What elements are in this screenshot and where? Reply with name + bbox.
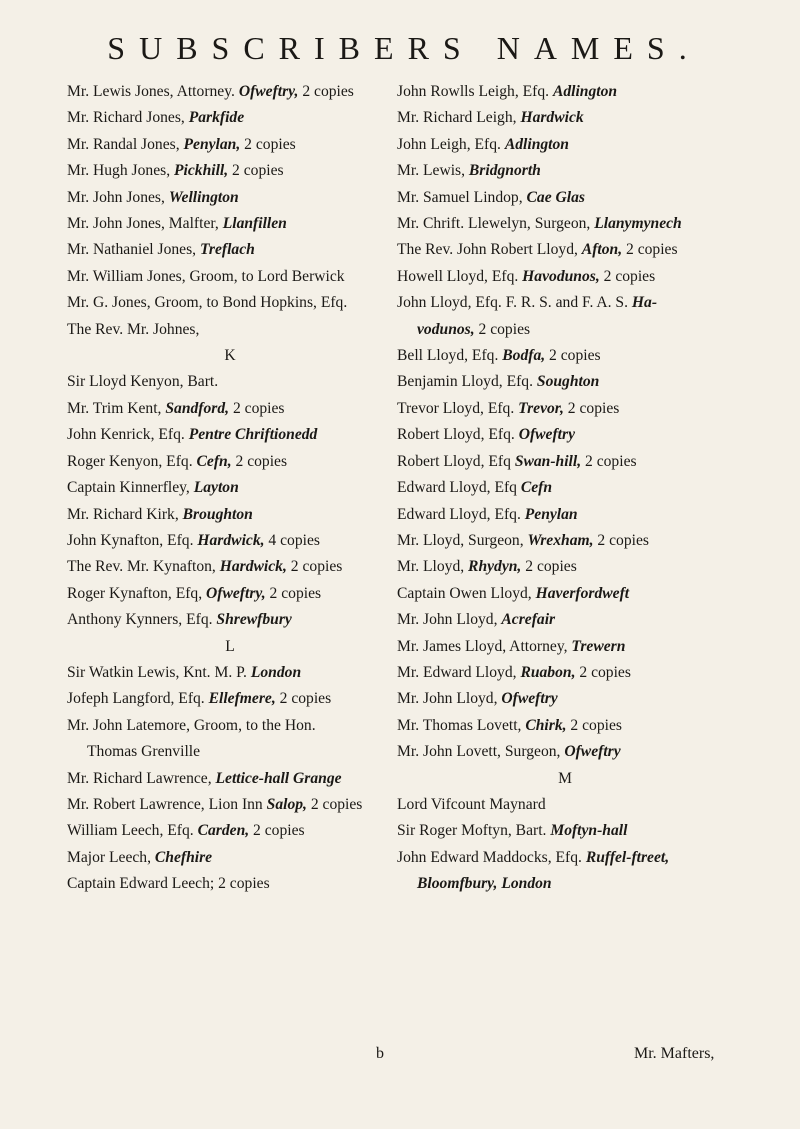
subscriber-name: Mr. Robert Lawrence, Lion Inn: [67, 795, 267, 813]
subscriber-entry: [397, 634, 733, 660]
subscriber-place: vodunos,: [417, 320, 475, 338]
subscriber-place: Rhydyn,: [468, 558, 522, 576]
subscriber-name: Roger Kynafton, Efq,: [67, 584, 207, 602]
subscriber-name: William Leech, Efq.: [67, 822, 198, 840]
subscriber-copies: 2 copies: [240, 135, 296, 153]
subscriber-place: Bridgnorth: [468, 162, 541, 180]
subscriber-name: L: [225, 637, 235, 655]
subscriber-entry: [67, 105, 393, 131]
subscriber-entry: [397, 581, 733, 607]
subscriber-entry: [67, 396, 393, 422]
subscriber-name: Bell Lloyd, Efq.: [397, 347, 503, 365]
subscriber-entry: [67, 158, 393, 184]
subscriber-place: Havodunos,: [522, 267, 600, 285]
subscriber-place: Haverfordweft: [535, 584, 630, 602]
left-column: [67, 79, 393, 898]
subscriber-name: Mr. Samuel Lindop,: [397, 188, 527, 206]
subscriber-name: The Rev. Mr. Kynafton,: [67, 558, 220, 576]
subscriber-place: Carden,: [197, 822, 250, 840]
subscriber-name: Mr. John Lovett, Surgeon,: [397, 743, 565, 761]
subscriber-entry: [397, 713, 733, 739]
subscriber-entry: [397, 132, 733, 158]
subscriber-entry: [397, 845, 733, 871]
subscriber-name: Captain Owen Lloyd,: [397, 584, 536, 602]
subscriber-name: Mr. Nathaniel Jones,: [67, 241, 200, 259]
subscriber-entry: [67, 686, 393, 712]
subscriber-place: Trewern: [571, 637, 626, 655]
subscriber-entry: [67, 449, 393, 475]
subscriber-entry: [67, 264, 393, 290]
subscriber-place: Wrexham,: [527, 531, 594, 549]
subscriber-name: Howell Lloyd, Efq.: [397, 267, 523, 285]
subscriber-place: Ofweftry,: [206, 584, 266, 602]
subscriber-name: Sir Watkin Lewis, Knt. M. P.: [67, 663, 251, 681]
subscriber-name: The Rev. Mr. Johnes,: [67, 320, 200, 338]
subscriber-name: Sir Lloyd Kenyon, Bart.: [67, 373, 219, 391]
subscriber-name: John Rowlls Leigh, Efq.: [397, 83, 553, 100]
subscriber-entry: [67, 502, 393, 528]
subscriber-name: Benjamin Lloyd, Efq.: [397, 373, 537, 391]
subscriber-name: Major Leech,: [67, 848, 155, 866]
subscriber-name: Mr. John Jones,: [67, 188, 169, 206]
subscriber-entry: [397, 660, 733, 686]
subscriber-place: Llanfillen: [222, 215, 287, 233]
subscriber-copies: 2 copies: [622, 241, 678, 259]
subscriber-name: Jofeph Langford, Efq.: [67, 690, 209, 708]
subscriber-place: Shrewfbury: [216, 611, 292, 629]
subscriber-place: Hardwick: [520, 109, 584, 127]
subscriber-entry: [397, 686, 733, 712]
subscriber-name: John Kenrick, Efq.: [67, 426, 189, 444]
subscriber-name: Mr. John Lloyd,: [397, 611, 502, 629]
subscriber-copies: 2 copies: [566, 716, 622, 734]
subscriber-name: Mr. Thomas Lovett,: [397, 716, 526, 734]
subscriber-entry: [397, 105, 733, 131]
subscriber-entry: [67, 581, 393, 607]
subscriber-place: Hardwick,: [197, 531, 265, 549]
subscriber-entry: [67, 607, 393, 633]
subscriber-place: Pentre Chriftionedd: [188, 426, 318, 444]
subscriber-name: Mr. William Jones, Groom, to Lord Berwick: [67, 267, 345, 285]
subscriber-name: Trevor Lloyd, Efq.: [397, 399, 519, 417]
subscriber-name: Lord Vifcount Maynard: [397, 795, 546, 813]
subscriber-name: Mr. Richard Lawrence,: [67, 769, 216, 787]
right-column: [397, 79, 733, 898]
subscriber-place: Penylan: [524, 505, 578, 523]
subscriber-entry: [397, 554, 733, 580]
subscriber-name: Mr. Richard Jones,: [67, 109, 189, 127]
subscriber-name: John Lloyd, Efq. F. R. S. and F. A. S.: [397, 294, 632, 312]
subscriber-entry: [67, 871, 393, 897]
subscriber-name: Thomas Grenville: [87, 743, 201, 761]
subscriber-name: Mr. Edward Lloyd,: [397, 663, 521, 681]
subscriber-copies: 2 copies: [563, 399, 620, 417]
subscriber-name: Robert Lloyd, Efq.: [397, 426, 519, 444]
subscriber-place: Ofweftry: [501, 690, 558, 708]
subscriber-entry: [397, 343, 733, 369]
subscriber-copies: 2 copies: [521, 558, 577, 576]
signature-mark: b: [376, 1045, 384, 1062]
subscriber-place: Pickhill,: [174, 162, 229, 180]
subscriber-entry: [67, 528, 393, 554]
subscriber-name: Mr. Randal Jones,: [67, 135, 184, 153]
subscriber-copies: 2 copies: [581, 452, 637, 470]
subscriber-place: Layton: [193, 479, 239, 497]
subscriber-place: Ofweftry,: [238, 83, 299, 100]
subscriber-entry: [67, 211, 393, 237]
subscriber-copies: 2 copies: [249, 822, 305, 840]
subscriber-copies: 2 copies: [265, 584, 322, 602]
subscriber-name: Captain Edward Leech; 2 copies: [67, 875, 270, 893]
subscriber-name: Edward Lloyd, Efq: [397, 479, 521, 497]
subscriber-entry: [397, 475, 733, 501]
subscriber-place: Moftyn-hall: [550, 822, 628, 840]
subscriber-place: Cefn,: [196, 452, 232, 470]
subscriber-name: K: [224, 347, 236, 365]
subscriber-name: M: [558, 769, 572, 787]
subscriber-place: Cae Glas: [526, 188, 585, 206]
subscriber-entry: [67, 422, 393, 448]
subscriber-copies: 2 copies: [545, 347, 601, 365]
subscriber-name: Mr. Lloyd, Surgeon,: [397, 531, 528, 549]
subscriber-entry: [67, 475, 393, 501]
subscriber-place: Salop,: [266, 795, 307, 813]
subscriber-entry: [397, 449, 733, 475]
subscriber-name: Mr. Trim Kent,: [67, 399, 166, 417]
subscriber-copies: 2 copies: [231, 452, 288, 470]
subscriber-place: Parkfide: [188, 109, 245, 127]
subscriber-entry: [67, 237, 393, 263]
subscriber-entry: [397, 792, 733, 818]
subscriber-name: Roger Kenyon, Efq.: [67, 452, 197, 470]
subscriber-name: Mr. John Jones, Malfter,: [67, 215, 223, 233]
subscriber-copies: 2 copies: [575, 663, 631, 681]
subscriber-name: Mr. Lewis,: [397, 162, 469, 180]
subscriber-place: Ruffel-ftreet,: [585, 848, 670, 866]
subscriber-place: Bodfa,: [502, 347, 546, 365]
page-heading: SUBSCRIBERS NAMES.: [107, 30, 701, 66]
subscriber-place: Sandford,: [165, 399, 230, 417]
subscriber-name: Mr. John Lloyd,: [397, 690, 502, 708]
subscriber-entry: [397, 185, 733, 211]
subscriber-entry-continuation: [397, 871, 733, 897]
subscriber-place: London: [250, 663, 302, 681]
subscriber-place: Lettice-hall Grange: [215, 769, 342, 787]
subscriber-place: Chirk,: [525, 716, 567, 734]
subscriber-name: Mr. Lewis Jones, Attorney.: [67, 83, 239, 100]
subscriber-entry: [67, 132, 393, 158]
subscriber-entry: [397, 158, 733, 184]
subscriber-entry: [67, 185, 393, 211]
subscriber-entry: [67, 554, 393, 580]
subscriber-entry: [397, 290, 733, 316]
subscriber-copies: 2 copies: [286, 558, 343, 576]
subscriber-entry: [397, 739, 733, 765]
subscriber-name: Captain Kinnerfley,: [67, 479, 194, 497]
subscriber-place: Soughton: [536, 373, 600, 391]
subscriber-name: John Kynafton, Efq.: [67, 531, 198, 549]
subscriber-name: Mr. Chrift. Llewelyn, Surgeon,: [397, 215, 595, 233]
section-letter: [67, 634, 393, 660]
subscriber-place: Chefhire: [154, 848, 213, 866]
subscriber-place: Treflach: [199, 241, 255, 259]
subscriber-entry: [67, 369, 393, 395]
subscriber-place: Llanymynech: [594, 215, 682, 233]
subscriber-place: Swan-hill,: [514, 452, 582, 470]
subscriber-place: Ellefmere,: [208, 690, 276, 708]
catchword: Mr. Mafters,: [634, 1045, 715, 1062]
subscriber-name: Edward Lloyd, Efq.: [397, 505, 525, 523]
subscriber-name: The Rev. John Robert Lloyd,: [397, 241, 582, 259]
subscriber-name: Mr. Richard Leigh,: [397, 109, 521, 127]
subscriber-place: Bloomfbury, London: [417, 875, 552, 893]
subscriber-entry: [67, 290, 393, 316]
subscriber-entry: [397, 502, 733, 528]
subscriber-copies: 2 copies: [474, 320, 531, 338]
subscriber-place: Broughton: [182, 505, 253, 523]
subscriber-entry: [397, 264, 733, 290]
subscriber-place: Ofweftry: [564, 743, 621, 761]
subscriber-entry: [67, 845, 393, 871]
subscriber-place: Adlington: [552, 83, 618, 100]
subscriber-name: Robert Lloyd, Efq: [397, 452, 515, 470]
subscriber-name: Sir Roger Moftyn, Bart.: [397, 822, 551, 840]
subscriber-place: Afton,: [581, 241, 623, 259]
subscriber-entry: [67, 713, 393, 739]
subscriber-name: Mr. John Latemore, Groom, to the Hon.: [67, 716, 316, 734]
subscriber-entry: [67, 660, 393, 686]
subscriber-entry: [67, 766, 393, 792]
subscriber-place: Ha-: [631, 294, 658, 312]
subscriber-entry: [397, 79, 733, 105]
subscriber-copies: 2 copies: [275, 690, 332, 708]
subscriber-copies: 2 copies: [298, 83, 354, 100]
subscriber-entry: [397, 818, 733, 844]
subscriber-entry: [397, 422, 733, 448]
subscriber-entry: [397, 607, 733, 633]
subscriber-copies: 2 copies: [228, 162, 284, 180]
subscriber-entry-continuation: [397, 317, 733, 343]
subscriber-entry: [397, 237, 733, 263]
subscriber-entry: [67, 79, 393, 105]
subscriber-entry: [397, 211, 733, 237]
subscriber-entry: [67, 317, 393, 343]
section-letter: [67, 343, 393, 369]
subscriber-name: Mr. Lloyd,: [397, 558, 469, 576]
subscriber-entry: [67, 818, 393, 844]
subscriber-entry: [397, 396, 733, 422]
subscriber-place: Acrefair: [501, 611, 556, 629]
subscriber-place: Cefn: [520, 479, 553, 497]
subscriber-place: Trevor,: [518, 399, 564, 417]
subscriber-place: Ruabon,: [520, 663, 576, 681]
subscriber-place: Wellington: [168, 188, 239, 206]
subscriber-place: Penylan,: [183, 135, 241, 153]
subscriber-entry: [67, 792, 393, 818]
subscriber-name: Anthony Kynners, Efq.: [67, 611, 217, 629]
subscriber-entry: [397, 369, 733, 395]
section-letter: [397, 766, 733, 792]
subscriber-name: John Edward Maddocks, Efq.: [397, 848, 586, 866]
subscriber-name: Mr. G. Jones, Groom, to Bond Hopkins, Efq.: [67, 294, 348, 312]
subscriber-copies: 4 copies: [264, 531, 320, 549]
subscriber-place: Hardwick,: [219, 558, 287, 576]
subscriber-name: Mr. Richard Kirk,: [67, 505, 183, 523]
subscriber-entry: [397, 528, 733, 554]
subscriber-copies: 2 copies: [599, 267, 656, 285]
subscriber-name: Mr. Hugh Jones,: [67, 162, 174, 180]
subscriber-place: Ofweftry: [518, 426, 575, 444]
subscriber-name: John Leigh, Efq.: [397, 135, 505, 153]
subscriber-entry-continuation: [67, 739, 393, 765]
subscriber-name: Mr. James Lloyd, Attorney,: [397, 637, 572, 655]
subscriber-place: Adlington: [504, 135, 569, 153]
subscriber-copies: 2 copies: [229, 399, 285, 417]
subscriber-copies: 2 copies: [593, 531, 649, 549]
subscriber-copies: 2 copies: [306, 795, 363, 813]
